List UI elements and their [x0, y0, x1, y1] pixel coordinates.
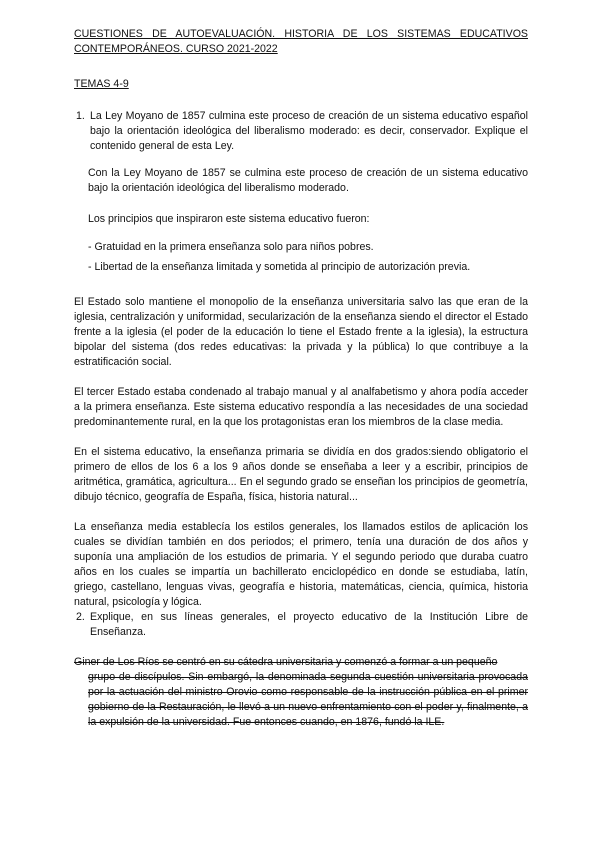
title-line-2: CONTEMPORÁNEOS. CURSO 2021-2022: [74, 43, 278, 55]
answer-1-paragraph-1: El Estado solo mantiene el monopolio de la enseñanza universitaria salvo las que eran de la iglesia, centralización y uniformidad, secularización de la enseñanza siendo el director el Estado frente a la iglesia (el poder de la educación lo tiene el Estado frente a la iglesia), la estructura bipolar del sistema (dos redes educativas: la privada y la pública) lo que contribuye a la estratificación social.: [74, 296, 528, 368]
question-1: [74, 109, 528, 154]
principle-item: - Gratuidad en la primera enseñanza solo para niños pobres.: [88, 241, 374, 253]
answer-1-intro: Con la Ley Moyano de 1857 se culmina este proceso de creación de un sistema educativo bajo la orientación ideológica del liberalismo moderado.: [88, 167, 528, 194]
principles-list: [74, 240, 528, 275]
answer-1-principles-intro: Los principios que inspiraron este sistema educativo fueron:: [88, 213, 370, 225]
question-1-text: La Ley Moyano de 1857 culmina este proceso de creación de un sistema educativo español bajo la orientación ideológica del liberalismo moderado: es decir, conservador. Explique el contenido general de esta Ley.: [90, 110, 528, 152]
topics-heading: TEMAS 4-9: [74, 78, 129, 90]
answer-1-paragraph-2: El tercer Estado estaba condenado al trabajo manual y al analfabetismo y ahora podía acceder a la primera enseñanza. Este sistema educativo respondía a las necesidades de una sociedad predominantemente rural, en la que los protagonistas eran los miembros de la clase media.: [74, 386, 528, 428]
answer-1-paragraph-3: En el sistema educativo, la enseñanza primaria se dividía en dos grados:siendo obligatorio el primero de ellos de los 6 a los 9 años donde se enseñaba a leer y a escribir, principios de aritmética, gramática, agricultura... En el segundo grado se enseñan los principios de geometría, dibujo técnico, geografía de España, física, historia natural...: [74, 446, 528, 503]
question-2: [74, 610, 528, 640]
answer-2-first-line: Giner de Los Ríos se centró en su cátedra universitaria y comenzó a formar a un pequeño: [74, 656, 498, 668]
document-page: [74, 27, 528, 730]
answer-2-rest: grupo de discípulos. Sin embargó, la denominada segunda cuestión universitaria provocada por la actuación del ministro Orovio como responsable de la instrucción pública en el primer gobierno de la Restauración, le llevó a un nuevo enfrentamiento con el poder y, finalmente, a la expulsión de la universidad. Fue entonces cuando, en 1876, fundó la ILE.: [88, 671, 528, 728]
question-1-number: 1.: [76, 110, 85, 122]
document-title: [74, 27, 528, 57]
answer-1-paragraph-4: La enseñanza media establecía los estilos generales, los llamados estilos de aplicación los cuales se dividían también en dos periodos; el primero, tenía una duración de dos años y suponía una ampliación de los estudios de primaria. Y el segundo periodo que duraba cuatro años en los cuales se impartía un bachillerato enciclopédico en donde se estudiaba, latín, griego, castellano, lenguas vivas, geografía e historia, matemáticas, ciencia, química, historia natural, psicología y lógica.: [74, 521, 528, 608]
question-2-text: Explique, en sus líneas generales, el proyecto educativo de la Institución Libre de Enseñanza.: [90, 611, 528, 638]
principle-item: - Libertad de la enseñanza limitada y sometida al principio de autorización previa.: [88, 261, 471, 273]
title-line-1: CUESTIONES DE AUTOEVALUACIÓN. HISTORIA DE LOS SISTEMAS EDUCATIVOS: [74, 28, 528, 40]
question-2-number: 2.: [76, 611, 85, 623]
answer-2-struck-text: [74, 655, 528, 730]
